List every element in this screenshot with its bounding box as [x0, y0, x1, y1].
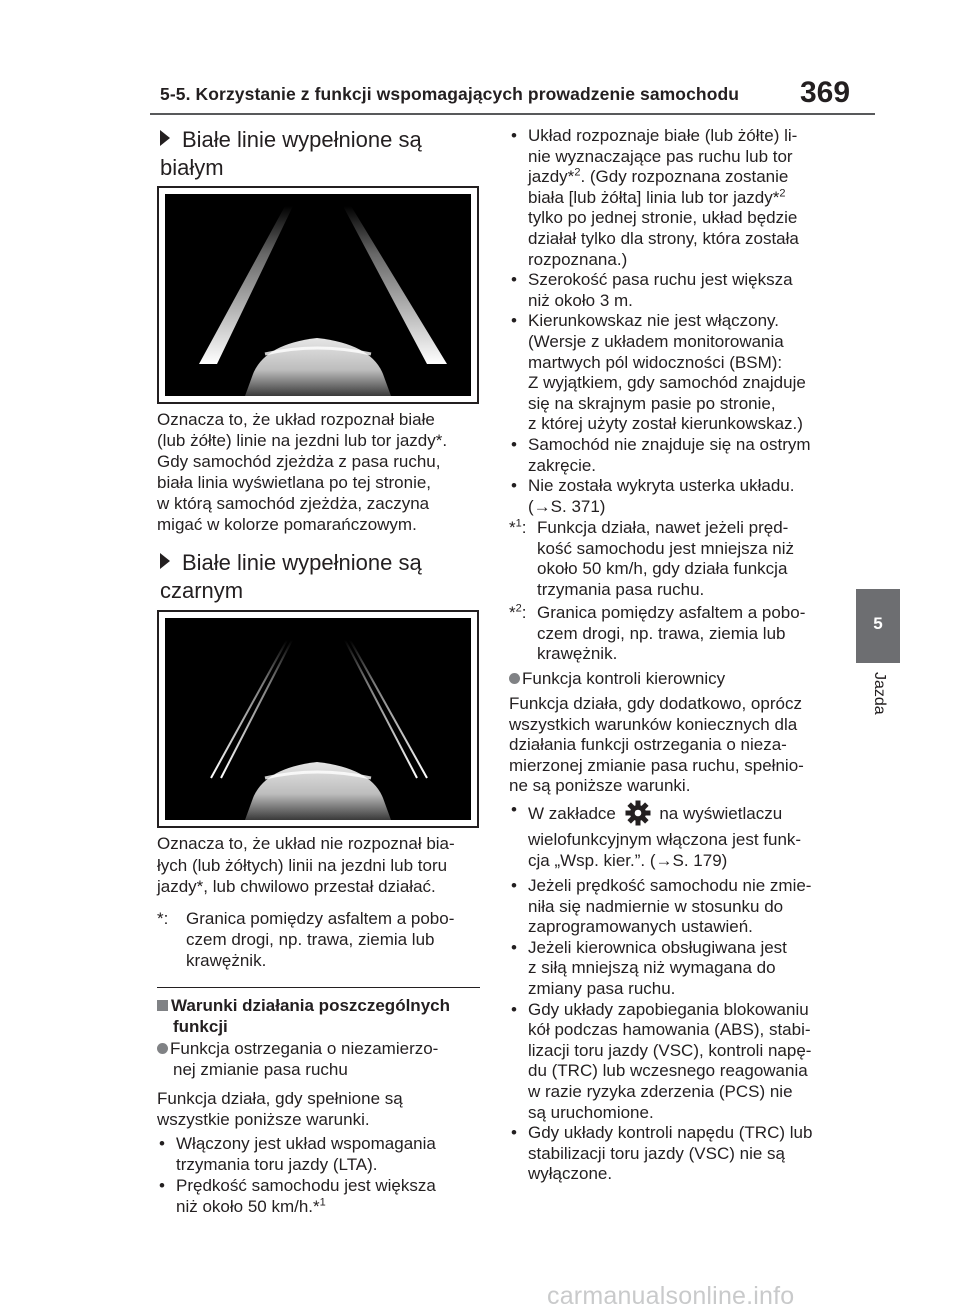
- text-line: Funkcja działa, gdy spełnione są: [157, 1089, 403, 1108]
- list-item: • Kierunkowskaz nie jest włączony. (Wersje z układem monitorowania martwych pól widoczności (BSM): Z wyjątkiem, gdy samochód znajduje się na skrajnym pasie po stronie, z której użyty został kierunkowskaz.): [509, 311, 849, 435]
- function-lane-departure-title: [157, 1038, 487, 1080]
- function-steering-title: Funkcja kontroli kierownicy: [509, 668, 849, 689]
- right-lane-line-outer: [350, 640, 427, 778]
- list-item: • Jeżeli prędkość samochodu nie zmie- niła się nadmiernie w stosunku do zaprogramowanych ustawień.: [509, 876, 849, 938]
- text-line: czem drogi, np. trawa, ziemia lub: [186, 930, 435, 949]
- square-bullet-icon: [157, 1000, 168, 1011]
- footnote-2: *$^2$: Granica pomiędzy asfaltem a pobo- czem drogi, np. trawa, ziemia lub krawężnik.: [509, 602, 806, 664]
- text-line: krawężnik.: [186, 951, 267, 970]
- footnote-asterisk: [157, 908, 487, 971]
- chapter-tab-label-text: Jazda: [871, 672, 888, 715]
- text-line: migać w kolorze pomarańczowym.: [157, 515, 417, 534]
- list-item: • Włączony jest układ wspomagania trzymania toru jazdy (LTA).: [157, 1133, 487, 1175]
- footnote-mark: *:: [157, 909, 169, 928]
- chapter-tab-label: [856, 670, 900, 760]
- left-lane-line: [199, 206, 293, 364]
- page-reference-link[interactable]: (→S. 371): [528, 496, 606, 516]
- list-item: • Samochód nie znajduje się na ostrym zakręcie.: [509, 435, 849, 476]
- page-reference-link[interactable]: cja „Wsp. kier.”. (→S. 179): [528, 850, 728, 870]
- page-header-title: 5-5. Korzystanie z funkcji wspomagających prowadzenie samochodu: [160, 84, 740, 104]
- triangle-bullet-icon: [160, 130, 170, 146]
- right-lane-line-inner: [345, 640, 417, 778]
- lane-lines-filled-illustration: [165, 194, 471, 396]
- footnote-mark: *: [509, 603, 516, 622]
- list-item: • Gdy układy zapobiegania blokowaniu kół podczas hamowania (ABS), stabi- lizacji toru jazdy (VSC), kontroli napę- du (TRC) lub wczesnego reagowania w razie ryzyka zderzenia (PCS) nie są uruchomione.: [509, 1000, 849, 1124]
- text-line: Gdy samochód zjeżdża z pasa ruchu,: [157, 452, 441, 471]
- text-line: Oznacza to, że układ rozpoznał białe: [157, 410, 435, 429]
- subheading-line: Białe linie wypełnione są białym: [160, 127, 422, 180]
- text-line: wszystkie poniższe warunki.: [157, 1110, 370, 1129]
- function-steering-intro: Funkcja działa, gdy dodatkowo, oprócz wszystkich warunków koniecznych dla działania funkcji ostrzegania o nieza- mierzonej zmianie pasa ruchu, spełnio- ne są poniższe warunki.: [509, 694, 804, 796]
- list-item: • Jeżeli kierownica obsługiwana jest z siłą mniejszą niż wymagana do zmiany pasa ruchu.: [509, 938, 849, 1000]
- section-heading-line: Warunki działania poszczególnych: [171, 996, 450, 1015]
- text-line: nej zmianie pasa ruchu: [173, 1060, 348, 1079]
- section-heading: [157, 995, 487, 1037]
- function-lane-departure-conditions: [157, 1133, 487, 1217]
- left-lane-line-outer: [211, 640, 287, 778]
- superscript: 1: [319, 1196, 326, 1209]
- list-item: • Gdy układy kontroli napędu (TRC) lub stabilizacji toru jazdy (VSC) nie są wyłączone.: [509, 1123, 849, 1185]
- text-line: Oznacza to, że układ nie rozpoznał bia-: [157, 834, 455, 853]
- text-line: Granica pomiędzy asfaltem a pobo-: [186, 909, 455, 928]
- list-item: • Prędkość samochodu jest większa niż około 50 km/h.*$^1$: [157, 1175, 487, 1217]
- section-divider: [157, 987, 480, 988]
- chapter-tab-number: 5: [856, 589, 900, 663]
- gear-icon: [625, 800, 651, 826]
- left-lane-line-inner: [221, 640, 292, 778]
- text-line: jazdy*, lub chwilowo przestał działać.: [157, 877, 436, 896]
- list-item: • Szerokość pasa ruchu jest większa niż około 3 m.: [509, 270, 849, 311]
- header-divider: [150, 113, 875, 115]
- triangle-bullet-icon: [160, 553, 170, 569]
- circle-bullet-icon: [509, 673, 520, 684]
- circle-bullet-icon: [157, 1043, 168, 1054]
- description-filled: [157, 409, 487, 535]
- subheading-line: Białe linie wypełnione są czarnym: [160, 550, 422, 603]
- page-number: 369: [800, 76, 851, 109]
- footnote-mark: *: [509, 518, 516, 537]
- text-line: w którą samochód zjeżdża, zaczyna: [157, 494, 430, 513]
- footnote-1: *$^1$: Funkcja działa, nawet jeżeli pręd- kość samochodu jest mniejsza niż około 50 km/h, gdy działa funkcja trzymania pasa ruchu.: [509, 517, 795, 599]
- description-outlined: [157, 833, 487, 898]
- lane-departure-conditions-continued: [509, 126, 849, 517]
- section-heading-line: funkcji: [173, 1017, 228, 1036]
- text-line: Funkcja ostrzegania o niezamierzo-: [170, 1039, 439, 1058]
- watermark: carmanualsonline.info: [547, 1282, 795, 1310]
- text-line: łych (lub żółtych) linii na jezdni lub toru: [157, 855, 448, 875]
- lane-lines-filled-image: [157, 186, 479, 404]
- text-line: biała linia wyświetlana po tej stronie,: [157, 473, 432, 492]
- text-line: (lub żółte) linie na jezdni lub tor jazdy*.: [157, 431, 448, 450]
- list-item: • Nie została wykryta usterka układu. (→S. 371): [509, 476, 849, 517]
- steering-conditions: [509, 876, 849, 1185]
- steering-condition-settings: • W zakładce na wyświetlaczu wielofunkcyjnym włączona jest funk- cja „Wsp. kier.”. (→S. 179): [509, 800, 849, 871]
- lane-lines-outlined-image: [157, 610, 479, 828]
- function-lane-departure-intro: [157, 1088, 487, 1130]
- right-lane-line: [343, 206, 447, 364]
- lane-lines-outlined-illustration: [165, 618, 471, 820]
- list-item: • Układ rozpoznaje białe (lub żółte) li- nie wyznaczające pas ruchu lub tor jazdy*$^2$. (Gdy rozpoznana zostanie biała [lub żółta] linia lub tor jazdy*$^2$ tylko po jednej stronie, układ będzie działał tylko dla strony, która została rozpoznana.): [509, 126, 849, 270]
